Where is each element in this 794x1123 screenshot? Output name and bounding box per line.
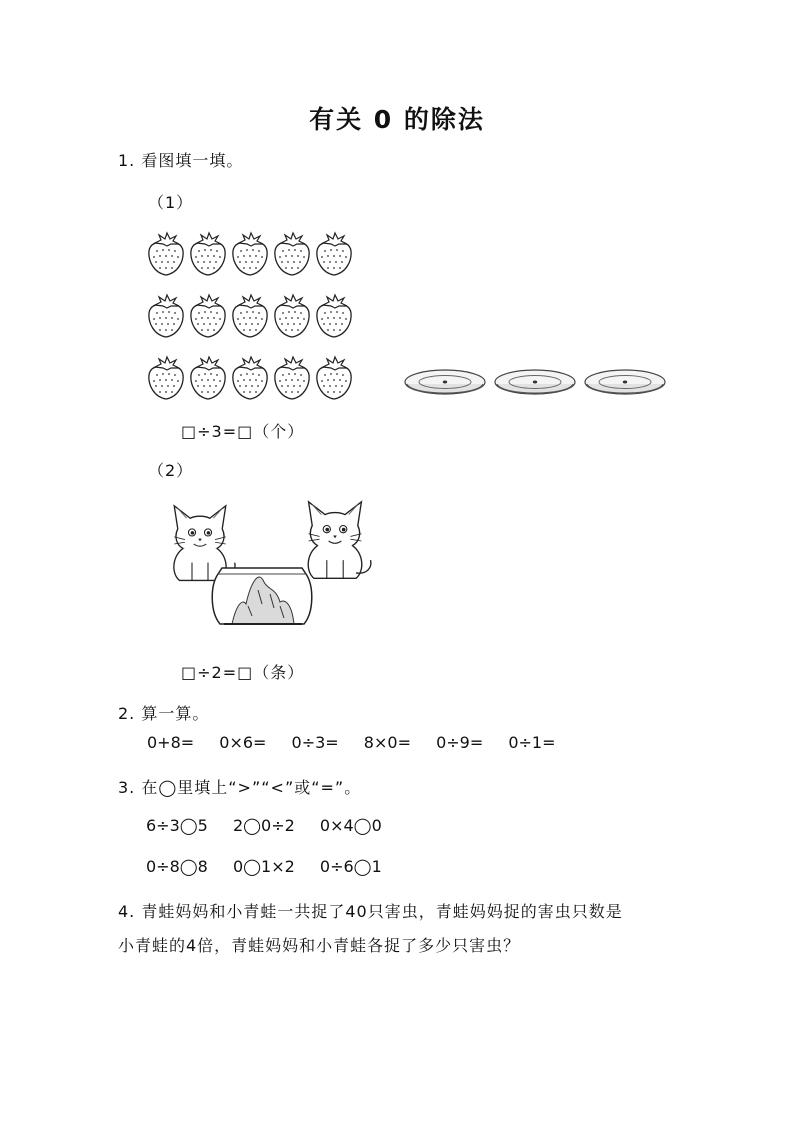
calc-item[interactable]: 0+8= [147, 733, 195, 752]
plate-icon [495, 370, 575, 394]
strawberry-icon [233, 357, 267, 399]
compare-item[interactable]: 0÷6◯1 [319, 857, 382, 876]
strawberry-row-3 [149, 357, 351, 399]
strawberry-icon [275, 357, 309, 399]
question-1-heading: 1. 看图填一填。 [118, 151, 244, 170]
question-4-line-2: 小青蛙的4倍，青蛙妈妈和小青蛙各捉了多少只害虫？ [118, 936, 521, 955]
plate-icon [405, 370, 485, 394]
strawberry-icon [317, 233, 351, 275]
strawberry-grid [146, 231, 356, 405]
compare-item[interactable]: 6÷3◯5 [146, 816, 208, 835]
calc-item[interactable]: 0÷3= [291, 733, 339, 752]
strawberry-icon [317, 295, 351, 337]
strawberry-icon [233, 233, 267, 275]
page-title: 有关 0 的除法 [309, 105, 485, 134]
strawberry-row-1 [149, 233, 351, 275]
strawberry-icon [149, 295, 183, 337]
strawberry-row-2 [149, 295, 351, 337]
compare-item[interactable]: 2◯0÷2 [232, 816, 295, 835]
strawberry-icon [317, 357, 351, 399]
question-3-row-2 [146, 857, 402, 876]
compare-item[interactable]: 0÷8◯8 [146, 857, 208, 876]
question-3-row-1 [146, 816, 402, 835]
compare-item[interactable]: 0×4◯0 [319, 816, 382, 835]
cat-icon [308, 502, 371, 579]
plate-icon [585, 370, 665, 394]
strawberry-icon [149, 357, 183, 399]
calc-item[interactable]: 0÷1= [508, 733, 556, 752]
calc-item[interactable]: 0×6= [219, 733, 267, 752]
question-2-items [147, 733, 576, 752]
strawberry-icon [149, 233, 183, 275]
question-4-line-1: 4. 青蛙妈妈和小青蛙一共捉了40只害虫，青蛙妈妈捉的害虫只数是 [118, 902, 623, 921]
compare-item[interactable]: 0◯1×2 [232, 857, 295, 876]
question-3-heading: 3. 在◯里填上“>”“<”或“=”。 [118, 778, 362, 797]
question-1-part-1-label: （1） [148, 193, 194, 212]
cats-and-fishbowl [158, 494, 378, 634]
question-2-heading: 2. 算一算。 [118, 704, 210, 723]
strawberry-icon [191, 233, 225, 275]
question-1-part-2-label: （2） [148, 461, 194, 480]
question-1-part-1-formula[interactable]: □÷3=□（个） [181, 422, 305, 441]
strawberry-icon [191, 295, 225, 337]
plate-group [404, 364, 668, 408]
strawberry-icon [275, 295, 309, 337]
strawberry-icon [191, 357, 225, 399]
calc-item[interactable]: 8×0= [363, 733, 411, 752]
question-1-part-2-formula[interactable]: □÷2=□（条） [181, 663, 305, 682]
strawberry-icon [233, 295, 267, 337]
fishbowl-icon [212, 568, 312, 624]
calc-item[interactable]: 0÷9= [436, 733, 484, 752]
strawberry-icon [275, 233, 309, 275]
